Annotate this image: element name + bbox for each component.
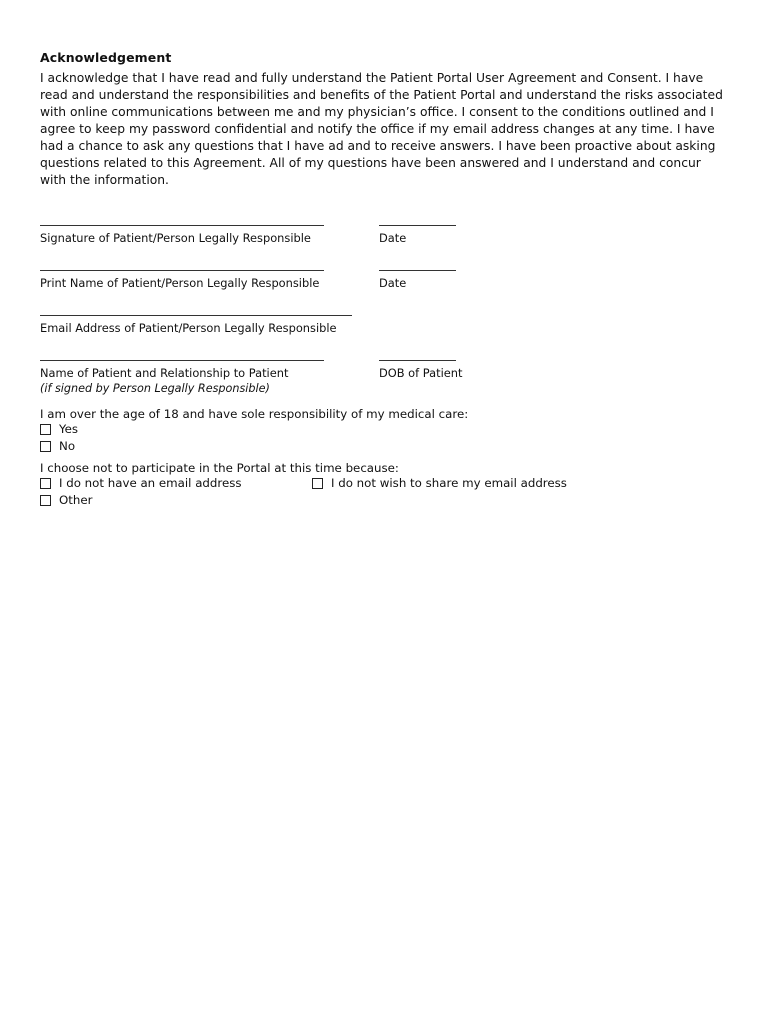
patient-name-label: Name of Patient and Relationship to Patient [40,366,289,380]
print-name-date-line[interactable] [379,270,456,271]
acknowledgement-paragraph: I acknowledge that I have read and fully understand the Patient Portal User Agreement and Consent. I have read and understand the responsibilities and benefits of the Patient Portal and understand the risks associated with online communications between me and my physician’s office. I consent to the conditions outlined and I agree to keep my password confidential and notify the office if my email address changes at any time. I have had a chance to ask any questions that I have ad and to receive answers. I have been proactive about asking questions related to this Agreement. All of my questions have been answered and I understand and concur with the information. [40,71,723,187]
email-row [40,315,730,360]
opt-out-question: I choose not to participate in the Portal at this time because: [40,461,399,475]
print-name-date-label: Date [379,276,407,290]
print-name-line[interactable] [40,270,324,271]
age-question: I am over the age of 18 and have sole responsibility of my medical care: [40,407,469,421]
checkbox[interactable] [40,495,51,506]
patient-name-row [40,360,730,402]
age-option-yes[interactable] [40,422,730,439]
email-label: Email Address of Patient/Person Legally Responsible [40,321,337,335]
consent-form [40,50,730,509]
signature-row [40,225,730,270]
opt-out-other-row[interactable] [40,493,730,510]
signature-line[interactable] [40,225,324,226]
opt-out-other-label: Other [59,492,93,507]
email-line[interactable] [40,315,352,316]
signature-label: Signature of Patient/Person Legally Responsible [40,231,311,245]
checkbox[interactable] [40,441,51,452]
acknowledgement-heading: Acknowledgement [40,50,172,65]
checkbox[interactable] [312,478,323,489]
print-name-label: Print Name of Patient/Person Legally Responsible [40,276,320,290]
opt-out-no-share-label: I do not wish to share my email address [331,476,567,490]
dob-line[interactable] [379,360,456,361]
age-option-no[interactable] [40,439,730,456]
checkbox[interactable] [40,478,51,489]
age-option-label: Yes [59,422,79,436]
signature-date-line[interactable] [379,225,456,226]
opt-out-no-email-label: I do not have an email address [59,476,242,490]
patient-name-note: (if signed by Person Legally Responsible) [40,382,270,395]
dob-label: DOB of Patient [379,366,463,380]
print-name-row [40,270,730,315]
checkbox[interactable] [40,424,51,435]
patient-name-line[interactable] [40,360,324,361]
opt-out-row [40,476,730,493]
age-option-label: No [59,438,76,453]
signature-date-label: Date [379,231,407,245]
